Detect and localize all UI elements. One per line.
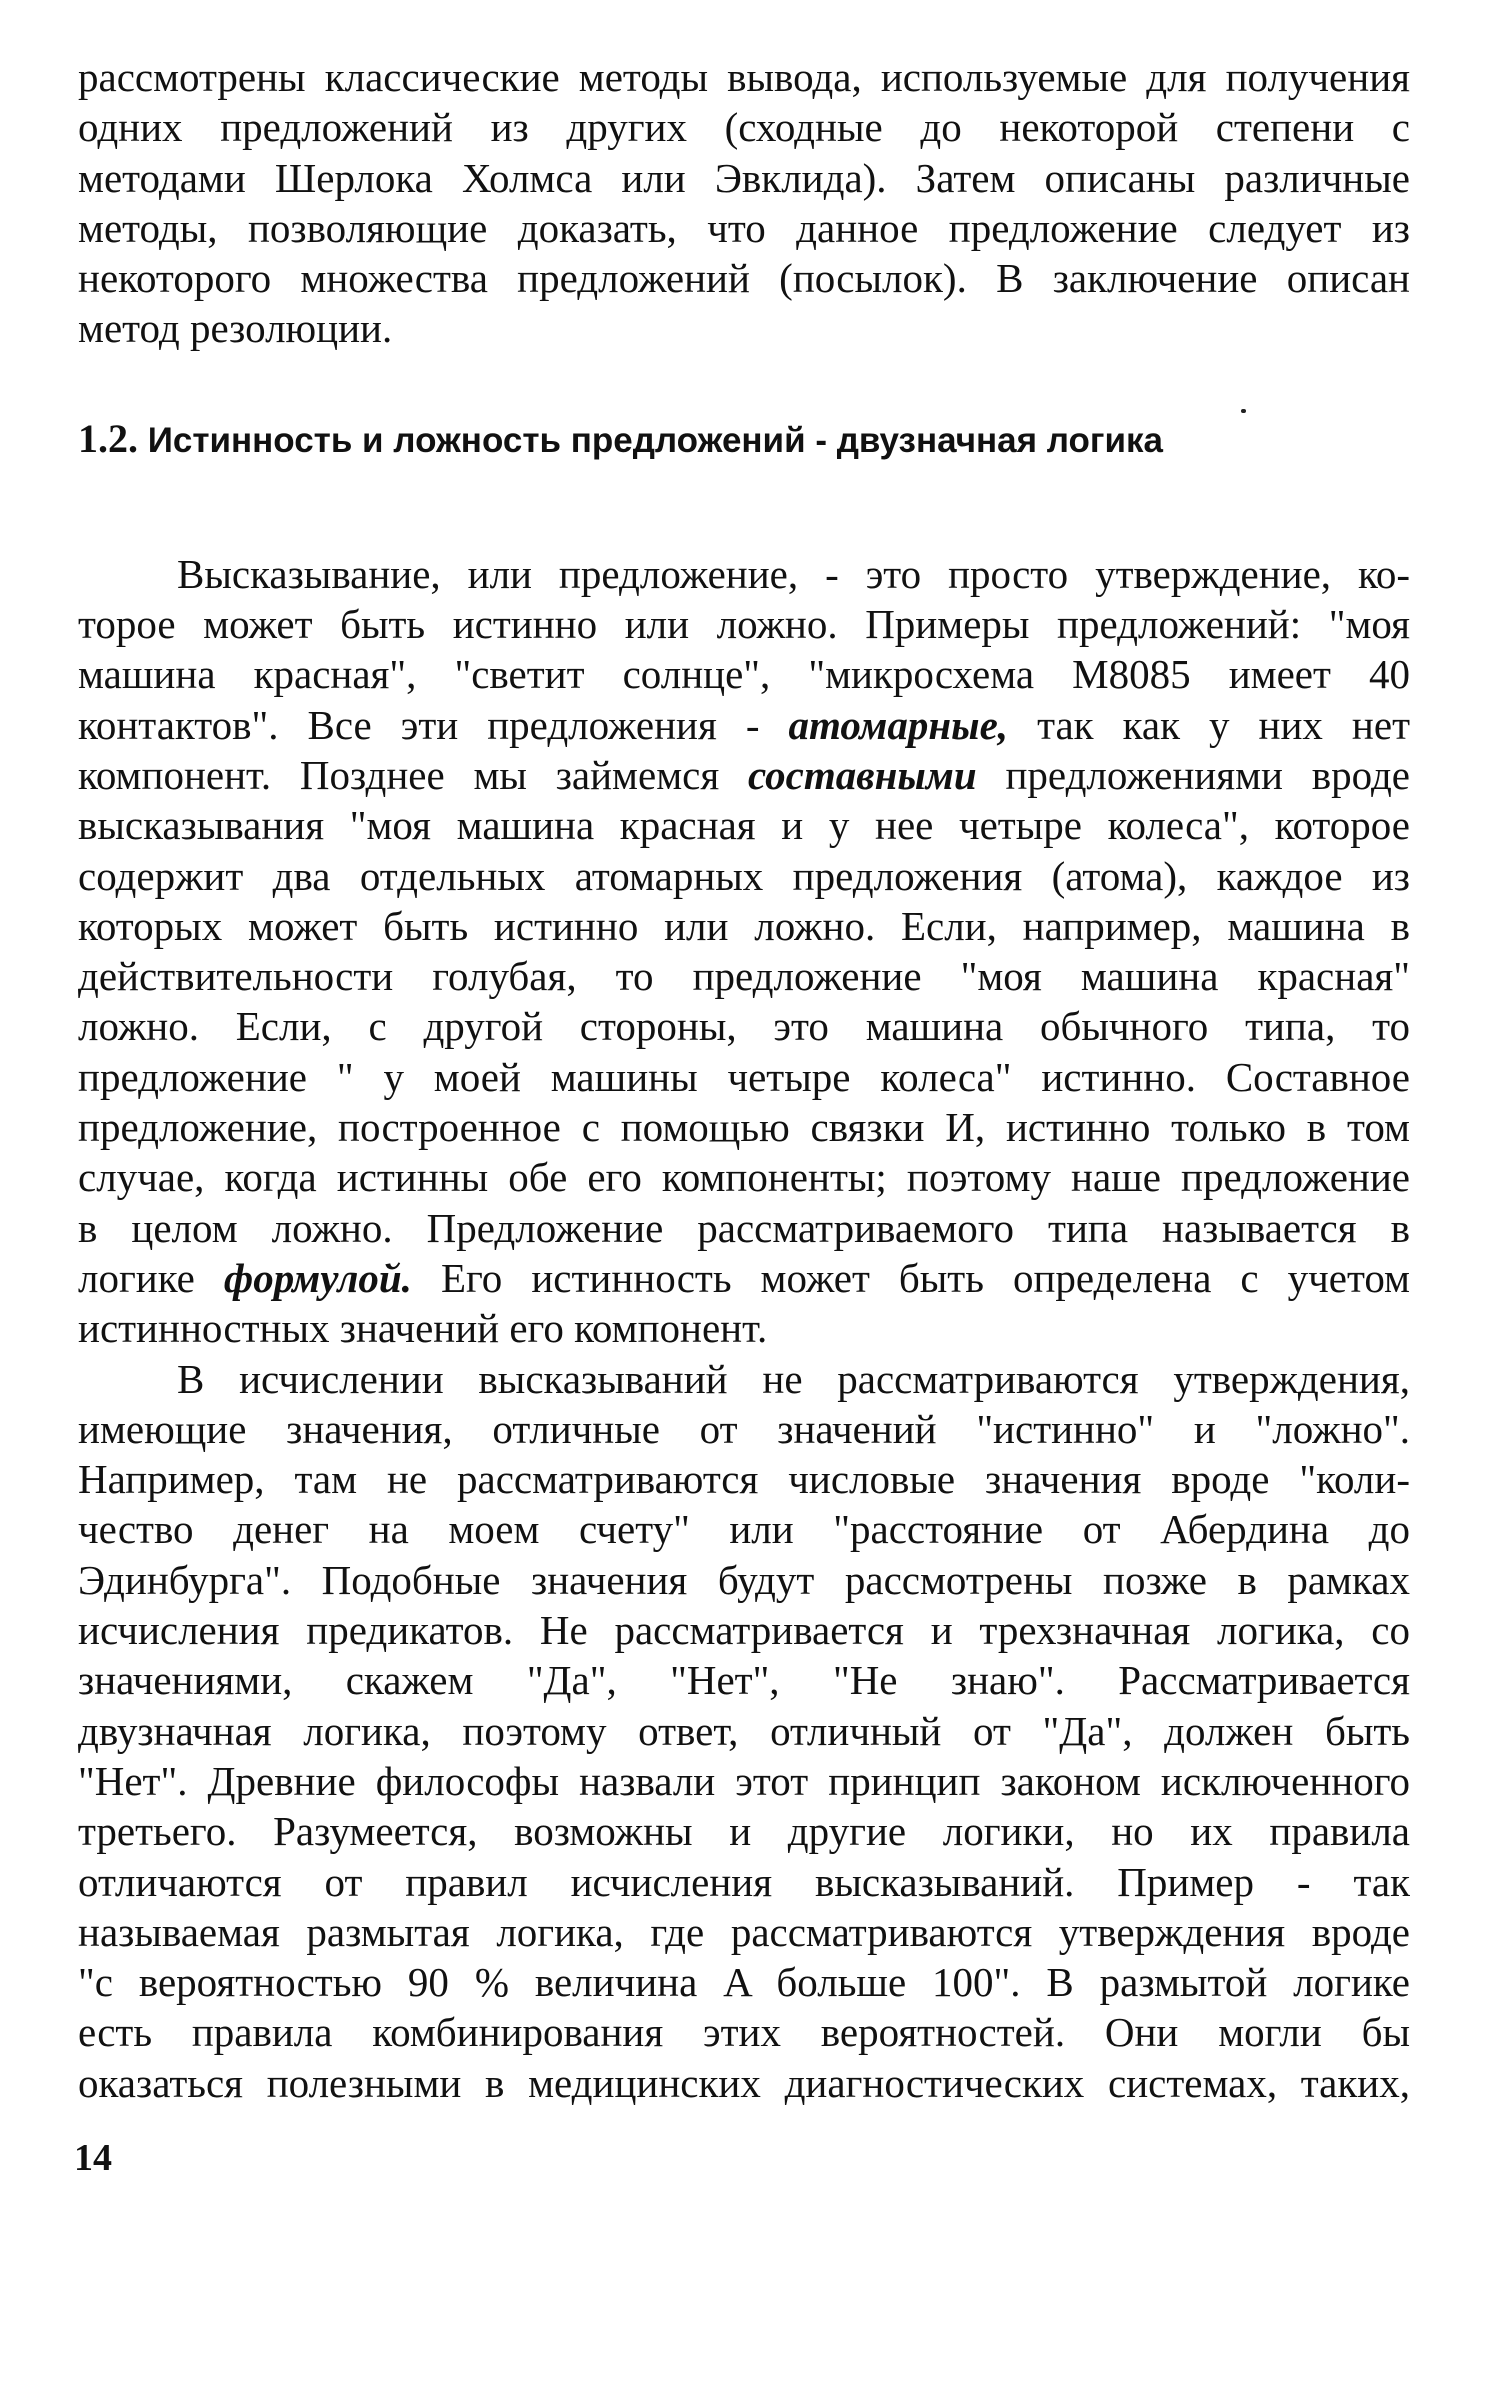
text-line: действительности голубая, то предложение "моя машина красная" <box>78 953 1410 1000</box>
text-line: которых может быть истинно или ложно. Если, например, машина в <box>78 902 1410 949</box>
text-line: случае, когда истинны обе его компоненты; поэтому наше предложение <box>78 1154 1410 1201</box>
text-line: двузначная логика, поэтому ответ, отличный от "Да", должен быть <box>78 1707 1410 1754</box>
text-line: торое может быть истинно или ложно. Примеры предложений: "моя <box>78 601 1410 648</box>
text-line: высказывания "моя машина красная и у нее четыре колеса", которое <box>78 802 1410 849</box>
paragraph-1 <box>78 549 1410 1354</box>
text-line: методы, позволяющие доказать, что данное предложение следует из <box>78 204 1410 251</box>
text-line <box>78 1253 1410 1303</box>
section-title: Истинность и ложность предложений - двузначная логика <box>147 420 1163 460</box>
page-body <box>78 52 1410 2108</box>
text-line: предложение " у моей машины четыре колеса" истинно. Составное <box>78 1053 1410 1100</box>
text-line: В исчислении высказываний не рассматриваются утверждения, <box>177 1355 1410 1402</box>
text-line: одних предложений из других (сходные до некоторой степени с <box>78 104 1410 151</box>
text-line: некоторого множества предложений (посылок). В заключение описан <box>78 255 1410 302</box>
text-line: третьего. Разумеется, возможны и другие логики, но их правила <box>78 1808 1410 1855</box>
text-line: предложение, построенное с помощью связки И, истинно только в том <box>78 1104 1410 1151</box>
text-line: Эдинбурга". Подобные значения будут рассмотрены позже в рамках <box>78 1556 1410 1603</box>
page-number: 14 <box>74 2137 112 2179</box>
text-line: называемая размытая логика, где рассматриваются утверждения вроде <box>78 1908 1410 1955</box>
text-line: "Нет". Древние философы назвали этот принцип законом исключенного <box>78 1757 1410 1804</box>
text-line: имеющие значения, отличные от значений "истинно" и "ложно". <box>78 1405 1410 1452</box>
text-line: методами Шерлока Холмса или Эвклида). Затем описаны различные <box>78 154 1410 201</box>
text-line: в целом ложно. Предложение рассматриваемого типа называется в <box>78 1204 1410 1251</box>
text-line: значениями, скажем "Да", "Нет", "Не знаю". Рассматривается <box>78 1657 1410 1704</box>
text-line: метод резолюции. <box>78 305 393 352</box>
intro-paragraph <box>78 52 1410 354</box>
term-formula: формулой. <box>223 1254 412 1301</box>
term-compound: составными <box>748 751 977 798</box>
text-fragment: компонент. Позднее мы займемся <box>78 751 748 798</box>
text-line: оказаться полезными в медицинских диагностических системах, таких, <box>78 2059 1410 2106</box>
text-line: Например, там не рассматриваются числовые значения вроде "коли- <box>78 1456 1410 1503</box>
text-line: "с вероятностью 90 % величина A больше 100". В размытой логике <box>78 1959 1410 2006</box>
text-line: чество денег на моем счету" или "расстояние от Абердина до <box>78 1506 1410 1553</box>
text-line: ложно. Если, с другой стороны, это машина обычного типа, то <box>78 1003 1410 1050</box>
section-number: 1.2. <box>78 415 138 461</box>
section-heading <box>78 414 1410 464</box>
text-line: исчисления предикатов. Не рассматривается и трехзначная логика, со <box>78 1607 1410 1654</box>
text-line <box>78 700 1410 750</box>
text-fragment: логике <box>78 1254 224 1301</box>
text-fragment: предложениями вроде <box>976 751 1410 798</box>
text-line: машина красная", "светит солнце", "микросхема M8085 имеет 40 <box>78 651 1410 698</box>
text-fragment: так как у них нет <box>1008 701 1410 748</box>
paragraph-2 <box>78 1354 1410 2108</box>
text-line: истинностных значений его компонент. <box>78 1305 768 1352</box>
text-line: содержит два отдельных атомарных предложения (атома), каждое из <box>78 852 1410 899</box>
text-line: есть правила комбинирования этих вероятностей. Они могли бы <box>78 2009 1410 2056</box>
text-line: рассмотрены классические методы вывода, используемые для получения <box>78 54 1410 100</box>
text-line: Высказывание, или предложение, - это просто утверждение, ко- <box>177 550 1410 597</box>
text-fragment: контактов". Все эти предложения - <box>78 701 789 748</box>
text-line <box>78 750 1410 800</box>
text-line: отличаются от правил исчисления высказываний. Пример - так <box>78 1858 1410 1905</box>
text-fragment: Его истинность может быть определена с учетом <box>411 1254 1410 1301</box>
term-atomic: атомарные, <box>788 701 1009 748</box>
